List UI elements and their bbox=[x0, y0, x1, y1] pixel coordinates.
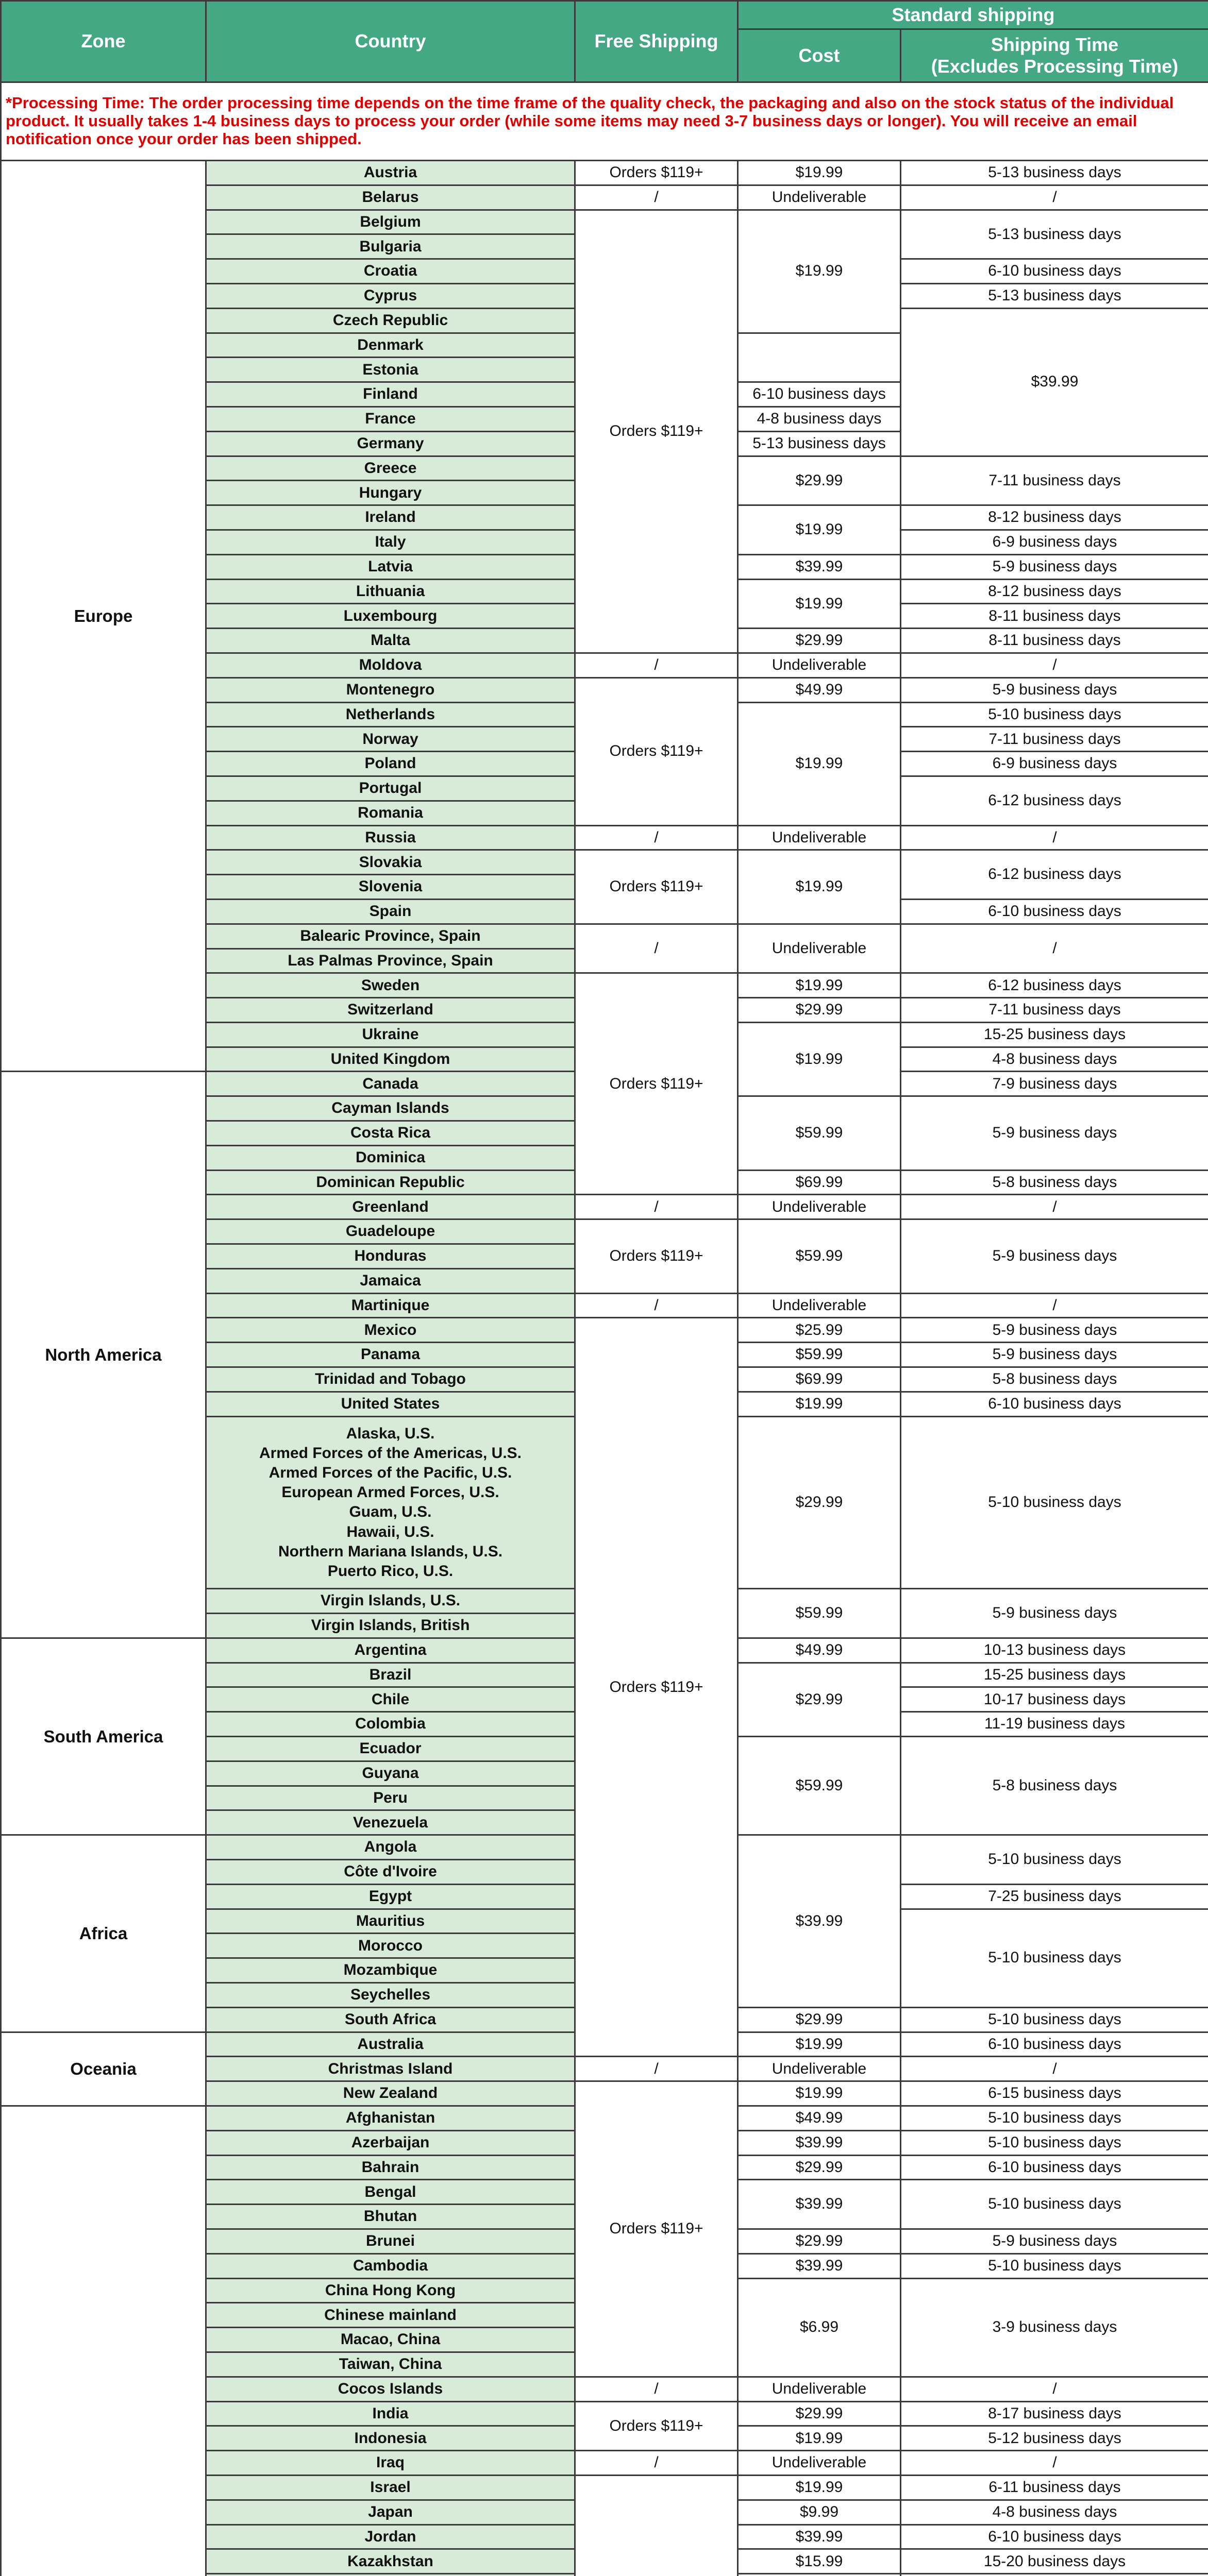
country-cell-ireland: Ireland bbox=[206, 505, 575, 530]
country-cell-sweden: Sweden bbox=[206, 973, 575, 998]
cost-cell: $39.99 bbox=[738, 2180, 901, 2229]
shipping-time-cell: 6-10 business days bbox=[901, 1392, 1208, 1416]
cost-cell: $29.99 bbox=[738, 1416, 901, 1589]
country-cell-belarus: Belarus bbox=[206, 185, 575, 210]
shipping-time-cell: 5-9 business days bbox=[901, 1589, 1208, 1638]
country-cell-malta: Malta bbox=[206, 629, 575, 653]
country-cell-russia: Russia bbox=[206, 825, 575, 850]
free-shipping-cell: Orders $119+ bbox=[575, 677, 738, 825]
zone-header: Zone bbox=[1, 1, 206, 82]
country-cell-venezuela: Venezuela bbox=[206, 1810, 575, 1835]
cost-cell: $39.99 bbox=[738, 2524, 901, 2549]
shipping-time-cell: 5-9 business days bbox=[901, 1219, 1208, 1293]
shipping-time-header-line2: (Excludes Processing Time) bbox=[931, 56, 1179, 77]
country-cell-brunei: Brunei bbox=[206, 2229, 575, 2253]
country-cell-mozambique: Mozambique bbox=[206, 1958, 575, 1983]
country-cell-cocos-islands: Cocos Islands bbox=[206, 2377, 575, 2401]
country-cell-iraq: Iraq bbox=[206, 2451, 575, 2476]
country-cell-bhutan: Bhutan bbox=[206, 2205, 575, 2229]
zone-cell-asia bbox=[1, 2106, 206, 2576]
table-row bbox=[1, 161, 1208, 185]
country-cell-denmark: Denmark bbox=[206, 333, 575, 358]
processing-time-note: *Processing Time: The order processing time depends on the time frame of the quality check, the packaging and also on the stock status of the individual product. It usually takes 1-4 business days to process your order (while some items may need 3-7 business days or longer). You will receive an email notification once your order has been shipped. bbox=[1, 82, 1208, 161]
cost-cell: $19.99 bbox=[738, 2426, 901, 2451]
country-cell-macao-china: Macao, China bbox=[206, 2328, 575, 2352]
shipping-time-cell: 7-11 business days bbox=[901, 727, 1208, 752]
cost-cell: $39.99 bbox=[901, 308, 1208, 456]
shipping-time-cell: 11-19 business days bbox=[901, 1712, 1208, 1737]
country-name-puerto-rico-u-s: Puerto Rico, U.S. bbox=[327, 1562, 454, 1580]
country-cell-united-states: United States bbox=[206, 1392, 575, 1416]
shipping-time-cell: 6-11 business days bbox=[901, 2475, 1208, 2500]
shipping-time-cell: 8-17 business days bbox=[901, 2401, 1208, 2426]
shipping-time-cell: 7-11 business days bbox=[901, 456, 1208, 505]
shipping-time-cell: 5-9 business days bbox=[901, 554, 1208, 579]
country-cell-croatia: Croatia bbox=[206, 259, 575, 284]
country-cell-indonesia: Indonesia bbox=[206, 2426, 575, 2451]
country-cell-czech-republic: Czech Republic bbox=[206, 308, 575, 333]
country-cell-latvia: Latvia bbox=[206, 554, 575, 579]
shipping-time-cell: / bbox=[901, 924, 1208, 973]
country-cell-us-territories bbox=[206, 1416, 575, 1589]
country-cell-lithuania: Lithuania bbox=[206, 579, 575, 604]
cost-cell: Undeliverable bbox=[738, 653, 901, 677]
country-cell-morocco: Morocco bbox=[206, 1934, 575, 1958]
country-cell-moldova: Moldova bbox=[206, 653, 575, 677]
cost-cell: $29.99 bbox=[738, 1663, 901, 1736]
cost-cell: $15.99 bbox=[738, 2549, 901, 2574]
shipping-time-cell: 6-10 business days bbox=[901, 899, 1208, 924]
country-cell-luxembourg: Luxembourg bbox=[206, 604, 575, 629]
shipping-time-cell: / bbox=[901, 2377, 1208, 2401]
cost-cell: $19.99 bbox=[738, 210, 901, 333]
cost-cell: $39.99 bbox=[738, 2253, 901, 2278]
country-cell-angola: Angola bbox=[206, 1835, 575, 1860]
cost-cell: $29.99 bbox=[738, 629, 901, 653]
free-shipping-cell: Orders $119+ bbox=[575, 2401, 738, 2451]
cost-cell: $69.99 bbox=[738, 1170, 901, 1195]
shipping-time-cell: / bbox=[901, 1195, 1208, 1219]
cost-cell: $29.99 bbox=[738, 2401, 901, 2426]
free-shipping-cell: Orders $119+ bbox=[575, 1219, 738, 1293]
country-name-alaska-u-s: Alaska, U.S. bbox=[346, 1425, 435, 1443]
free-shipping-cell: / bbox=[575, 2451, 738, 2476]
shipping-time-cell: / bbox=[901, 185, 1208, 210]
cost-cell: $59.99 bbox=[738, 1219, 901, 1293]
country-cell-cyprus: Cyprus bbox=[206, 283, 575, 308]
free-shipping-cell: / bbox=[575, 1293, 738, 1318]
country-cell-italy: Italy bbox=[206, 530, 575, 554]
cost-cell: Undeliverable bbox=[738, 1293, 901, 1318]
cost-cell: $49.99 bbox=[738, 1638, 901, 1663]
country-cell-israel: Israel bbox=[206, 2475, 575, 2500]
cost-cell: $19.99 bbox=[738, 1392, 901, 1416]
country-cell-honduras: Honduras bbox=[206, 1244, 575, 1269]
country-name-guam-u-s: Guam, U.S. bbox=[349, 1503, 432, 1521]
country-cell-bulgaria: Bulgaria bbox=[206, 234, 575, 259]
shipping-time-cell: 6-9 business days bbox=[901, 752, 1208, 776]
free-shipping-cell: Orders $119+ bbox=[575, 2081, 738, 2377]
country-cell-ukraine: Ukraine bbox=[206, 1022, 575, 1047]
shipping-time-cell: 5-13 business days bbox=[901, 161, 1208, 185]
zone-cell-south-america: South America bbox=[1, 1638, 206, 1835]
shipping-time-cell: 5-9 business days bbox=[901, 1096, 1208, 1170]
shipping-time-cell: 6-10 business days bbox=[738, 382, 901, 407]
shipping-time-cell: 10-13 business days bbox=[901, 1638, 1208, 1663]
country-cell-virgin-islands-british: Virgin Islands, British bbox=[206, 1614, 575, 1638]
country-cell-slovakia: Slovakia bbox=[206, 850, 575, 875]
cost-cell: $49.99 bbox=[738, 2106, 901, 2130]
country-cell-martinique: Martinique bbox=[206, 1293, 575, 1318]
cost-cell: $19.99 bbox=[738, 1022, 901, 1096]
cost-cell: $29.99 bbox=[738, 2155, 901, 2180]
shipping-time-cell: 3-9 business days bbox=[901, 2278, 1208, 2377]
shipping-time-cell: 5-10 business days bbox=[901, 1835, 1208, 1885]
country-cell-dominican-republic: Dominican Republic bbox=[206, 1170, 575, 1195]
country-cell-new-zealand: New Zealand bbox=[206, 2081, 575, 2106]
country-cell-china-hong-kong: China Hong Kong bbox=[206, 2278, 575, 2303]
country-name-northern-mariana-islands-u-s: Northern Mariana Islands, U.S. bbox=[278, 1543, 503, 1560]
country-cell-argentina: Argentina bbox=[206, 1638, 575, 1663]
country-cell-guadeloupe: Guadeloupe bbox=[206, 1219, 575, 1244]
cost-cell: $39.99 bbox=[738, 554, 901, 579]
shipping-time-cell: 7-25 business days bbox=[901, 1884, 1208, 1909]
free-shipping-cell: / bbox=[575, 2377, 738, 2401]
shipping-time-cell: 5-9 business days bbox=[901, 1318, 1208, 1343]
country-cell-austria: Austria bbox=[206, 161, 575, 185]
shipping-time-cell: 5-12 business days bbox=[901, 2426, 1208, 2451]
country-cell-seychelles: Seychelles bbox=[206, 1982, 575, 2007]
shipping-time-cell: 5-8 business days bbox=[901, 1170, 1208, 1195]
shipping-time-cell: 8-12 business days bbox=[901, 579, 1208, 604]
free-shipping-cell: / bbox=[575, 2057, 738, 2081]
shipping-time-cell: 5-10 business days bbox=[901, 1909, 1208, 2007]
cost-cell: $19.99 bbox=[738, 973, 901, 998]
country-cell-kuwait bbox=[206, 2574, 575, 2576]
shipping-time-cell: 6-9 business days bbox=[901, 530, 1208, 554]
country-cell-greenland: Greenland bbox=[206, 1195, 575, 1219]
cost-cell: $29.99 bbox=[738, 2229, 901, 2253]
country-cell-switzerland: Switzerland bbox=[206, 998, 575, 1023]
shipping-time-cell: 4-8 business days bbox=[901, 2500, 1208, 2524]
shipping-time-cell: 4-8 business days bbox=[901, 1047, 1208, 1072]
free-shipping-cell: / bbox=[575, 185, 738, 210]
cost-header: Cost bbox=[738, 29, 901, 82]
cost-cell: Undeliverable bbox=[738, 185, 901, 210]
shipping-time-cell: / bbox=[901, 653, 1208, 677]
shipping-time-cell: / bbox=[901, 2057, 1208, 2081]
cost-cell: $19.99 bbox=[738, 850, 901, 924]
cost-cell: $29.99 bbox=[738, 2007, 901, 2032]
cost-cell: $9.99 bbox=[738, 2500, 901, 2524]
cost-cell: $39.99 bbox=[738, 2130, 901, 2155]
cost-cell: Undeliverable bbox=[738, 2377, 901, 2401]
free-shipping-header: Free Shipping bbox=[575, 1, 738, 82]
cost-cell: $39.99 bbox=[738, 1835, 901, 2008]
shipping-time-cell: 5-9 business days bbox=[901, 1343, 1208, 1367]
country-cell-slovenia: Slovenia bbox=[206, 875, 575, 900]
country-cell-estonia: Estonia bbox=[206, 358, 575, 382]
country-cell-belgium: Belgium bbox=[206, 210, 575, 234]
shipping-time-cell: / bbox=[901, 2451, 1208, 2476]
cost-cell: $19.99 bbox=[738, 2032, 901, 2057]
shipping-time-cell: 7-9 business days bbox=[901, 1072, 1208, 1096]
country-cell-germany: Germany bbox=[206, 431, 575, 456]
shipping-time-header-line1: Shipping Time bbox=[991, 33, 1119, 55]
country-cell-south-africa: South Africa bbox=[206, 2007, 575, 2032]
country-cell-ecuador: Ecuador bbox=[206, 1737, 575, 1761]
cost-cell: $19.99 bbox=[738, 702, 901, 825]
cost-cell: Undeliverable bbox=[738, 2057, 901, 2081]
cost-cell: $25.99 bbox=[738, 1318, 901, 1343]
shipping-time-cell: 5-9 business days bbox=[901, 677, 1208, 702]
shipping-time-header bbox=[901, 29, 1208, 82]
country-cell-brazil: Brazil bbox=[206, 1663, 575, 1687]
country-cell-chile: Chile bbox=[206, 1687, 575, 1712]
shipping-time-cell: 5-10 business days bbox=[901, 2180, 1208, 2229]
country-cell-kazakhstan: Kazakhstan bbox=[206, 2549, 575, 2574]
zone-cell-europe: Europe bbox=[1, 161, 206, 1072]
cost-cell: $19.99 bbox=[738, 161, 901, 185]
free-shipping-cell: / bbox=[575, 653, 738, 677]
country-cell-cambodia: Cambodia bbox=[206, 2253, 575, 2278]
shipping-time-cell: 5-10 business days bbox=[901, 2253, 1208, 2278]
shipping-time-cell: 6-10 business days bbox=[901, 259, 1208, 284]
country-cell-greece: Greece bbox=[206, 456, 575, 481]
country-cell-christmas-island: Christmas Island bbox=[206, 2057, 575, 2081]
country-cell-virgin-islands-u-s: Virgin Islands, U.S. bbox=[206, 1589, 575, 1614]
cost-cell: $59.99 bbox=[738, 1737, 901, 1835]
country-cell-trinidad-and-tobago: Trinidad and Tobago bbox=[206, 1367, 575, 1392]
country-name-armed-forces-of-the-americas-u-s: Armed Forces of the Americas, U.S. bbox=[259, 1445, 522, 1462]
shipping-time-cell: / bbox=[901, 1293, 1208, 1318]
free-shipping-cell bbox=[575, 2475, 738, 2576]
country-cell-panama: Panama bbox=[206, 1343, 575, 1367]
shipping-time-cell: 6-12 business days bbox=[901, 850, 1208, 900]
country-cell-montenegro: Montenegro bbox=[206, 677, 575, 702]
zone-cell-north-america: North America bbox=[1, 1072, 206, 1638]
country-cell-mexico: Mexico bbox=[206, 1318, 575, 1343]
shipping-time-cell: 5-8 business days bbox=[901, 1737, 1208, 1835]
country-cell-japan: Japan bbox=[206, 2500, 575, 2524]
country-cell-hungary: Hungary bbox=[206, 481, 575, 505]
shipping-time-cell: / bbox=[901, 825, 1208, 850]
free-shipping-cell: / bbox=[575, 1195, 738, 1219]
shipping-time-cell bbox=[901, 2574, 1208, 2576]
country-cell-romania: Romania bbox=[206, 801, 575, 825]
country-name-armed-forces-of-the-pacific-u-s: Armed Forces of the Pacific, U.S. bbox=[269, 1464, 512, 1482]
free-shipping-cell: Orders $119+ bbox=[575, 973, 738, 1195]
shipping-time-cell: 6-10 business days bbox=[901, 2524, 1208, 2549]
shipping-time-cell: 5-10 business days bbox=[901, 2130, 1208, 2155]
country-cell-united-kingdom: United Kingdom bbox=[206, 1047, 575, 1072]
country-cell-cayman-islands: Cayman Islands bbox=[206, 1096, 575, 1121]
cost-cell: $19.99 bbox=[738, 2081, 901, 2106]
shipping-time-cell: 5-10 business days bbox=[901, 2106, 1208, 2130]
zone-cell-africa: Africa bbox=[1, 1835, 206, 2032]
cost-cell: $49.99 bbox=[738, 677, 901, 702]
country-cell-jordan: Jordan bbox=[206, 2524, 575, 2549]
shipping-time-cell: 6-12 business days bbox=[901, 973, 1208, 998]
country-cell-norway: Norway bbox=[206, 727, 575, 752]
shipping-time-cell: 7-11 business days bbox=[901, 998, 1208, 1023]
country-cell-canada: Canada bbox=[206, 1072, 575, 1096]
country-cell-chinese-mainland: Chinese mainland bbox=[206, 2303, 575, 2328]
shipping-time-cell: 5-9 business days bbox=[901, 2229, 1208, 2253]
country-cell-portugal: Portugal bbox=[206, 776, 575, 801]
cost-cell: $19.99 bbox=[738, 2475, 901, 2500]
cost-cell: Undeliverable bbox=[738, 1195, 901, 1219]
country-header: Country bbox=[206, 1, 575, 82]
shipping-time-cell: 15-25 business days bbox=[901, 1022, 1208, 1047]
country-cell-taiwan-china: Taiwan, China bbox=[206, 2352, 575, 2377]
shipping-time-cell: 6-10 business days bbox=[901, 2155, 1208, 2180]
country-cell-colombia: Colombia bbox=[206, 1712, 575, 1737]
shipping-time-cell: 6-15 business days bbox=[901, 2081, 1208, 2106]
country-cell-france: France bbox=[206, 406, 575, 431]
cost-cell: $69.99 bbox=[738, 1367, 901, 1392]
country-cell-azerbaijan: Azerbaijan bbox=[206, 2130, 575, 2155]
country-name-hawaii-u-s: Hawaii, U.S. bbox=[346, 1523, 434, 1540]
country-cell-australia: Australia bbox=[206, 2032, 575, 2057]
shipping-time-cell: 4-8 business days bbox=[738, 406, 901, 431]
country-cell-poland: Poland bbox=[206, 752, 575, 776]
cost-cell: $59.99 bbox=[738, 1096, 901, 1170]
free-shipping-cell: Orders $119+ bbox=[575, 1318, 738, 2057]
shipping-time-cell: 5-10 business days bbox=[901, 1416, 1208, 1589]
cost-cell: $19.99 bbox=[738, 579, 901, 629]
country-cell-netherlands: Netherlands bbox=[206, 702, 575, 727]
country-cell-finland: Finland bbox=[206, 382, 575, 407]
free-shipping-cell: Orders $119+ bbox=[575, 210, 738, 653]
country-cell-guyana: Guyana bbox=[206, 1761, 575, 1786]
cost-cell: $59.99 bbox=[738, 1343, 901, 1367]
cost-cell bbox=[738, 2574, 901, 2576]
shipping-time-cell: 8-11 business days bbox=[901, 629, 1208, 653]
cost-cell: $29.99 bbox=[738, 456, 901, 505]
country-cell-india: India bbox=[206, 2401, 575, 2426]
shipping-time-cell: 10-17 business days bbox=[901, 1687, 1208, 1712]
shipping-time-cell: 5-8 business days bbox=[901, 1367, 1208, 1392]
cost-cell: $59.99 bbox=[738, 1589, 901, 1638]
country-cell-jamaica: Jamaica bbox=[206, 1268, 575, 1293]
country-cell-bengal: Bengal bbox=[206, 2180, 575, 2205]
cost-cell: Undeliverable bbox=[738, 2451, 901, 2476]
country-cell-afghanistan: Afghanistan bbox=[206, 2106, 575, 2130]
country-cell-balearic-province-spain: Balearic Province, Spain bbox=[206, 924, 575, 948]
country-name-european-armed-forces-u-s: European Armed Forces, U.S. bbox=[281, 1484, 499, 1501]
shipping-time-cell: 5-13 business days bbox=[738, 431, 901, 456]
country-cell-egypt: Egypt bbox=[206, 1884, 575, 1909]
country-cell-spain: Spain bbox=[206, 899, 575, 924]
shipping-time-cell: 5-13 business days bbox=[901, 283, 1208, 308]
cost-cell: $29.99 bbox=[738, 998, 901, 1023]
zone-cell-oceania: Oceania bbox=[1, 2032, 206, 2106]
country-cell-cote-d-ivoire: Côte d'Ivoire bbox=[206, 1859, 575, 1884]
cost-cell: $6.99 bbox=[738, 2278, 901, 2377]
country-cell-bahrain: Bahrain bbox=[206, 2155, 575, 2180]
shipping-time-cell: 8-11 business days bbox=[901, 604, 1208, 629]
shipping-time-cell: 5-10 business days bbox=[901, 2007, 1208, 2032]
country-cell-costa-rica: Costa Rica bbox=[206, 1121, 575, 1146]
shipping-time-cell: 6-12 business days bbox=[901, 776, 1208, 825]
free-shipping-cell: / bbox=[575, 825, 738, 850]
cost-cell: $19.99 bbox=[738, 505, 901, 555]
cost-cell: Undeliverable bbox=[738, 825, 901, 850]
country-cell-mauritius: Mauritius bbox=[206, 1909, 575, 1934]
shipping-time-cell: 5-13 business days bbox=[901, 210, 1208, 259]
cost-cell: Undeliverable bbox=[738, 924, 901, 973]
shipping-time-cell: 6-10 business days bbox=[901, 2032, 1208, 2057]
free-shipping-cell: / bbox=[575, 924, 738, 973]
shipping-time-cell: 15-20 business days bbox=[901, 2549, 1208, 2574]
country-cell-peru: Peru bbox=[206, 1786, 575, 1810]
free-shipping-cell: Orders $119+ bbox=[575, 161, 738, 185]
shipping-time-cell: 8-12 business days bbox=[901, 505, 1208, 530]
shipping-time-cell: 5-10 business days bbox=[901, 702, 1208, 727]
country-cell-las-palmas-province-spain: Las Palmas Province, Spain bbox=[206, 948, 575, 973]
shipping-time-cell: 15-25 business days bbox=[901, 1663, 1208, 1687]
country-cell-dominica: Dominica bbox=[206, 1145, 575, 1170]
standard-shipping-header: Standard shipping bbox=[738, 1, 1208, 29]
free-shipping-cell: Orders $119+ bbox=[575, 850, 738, 924]
